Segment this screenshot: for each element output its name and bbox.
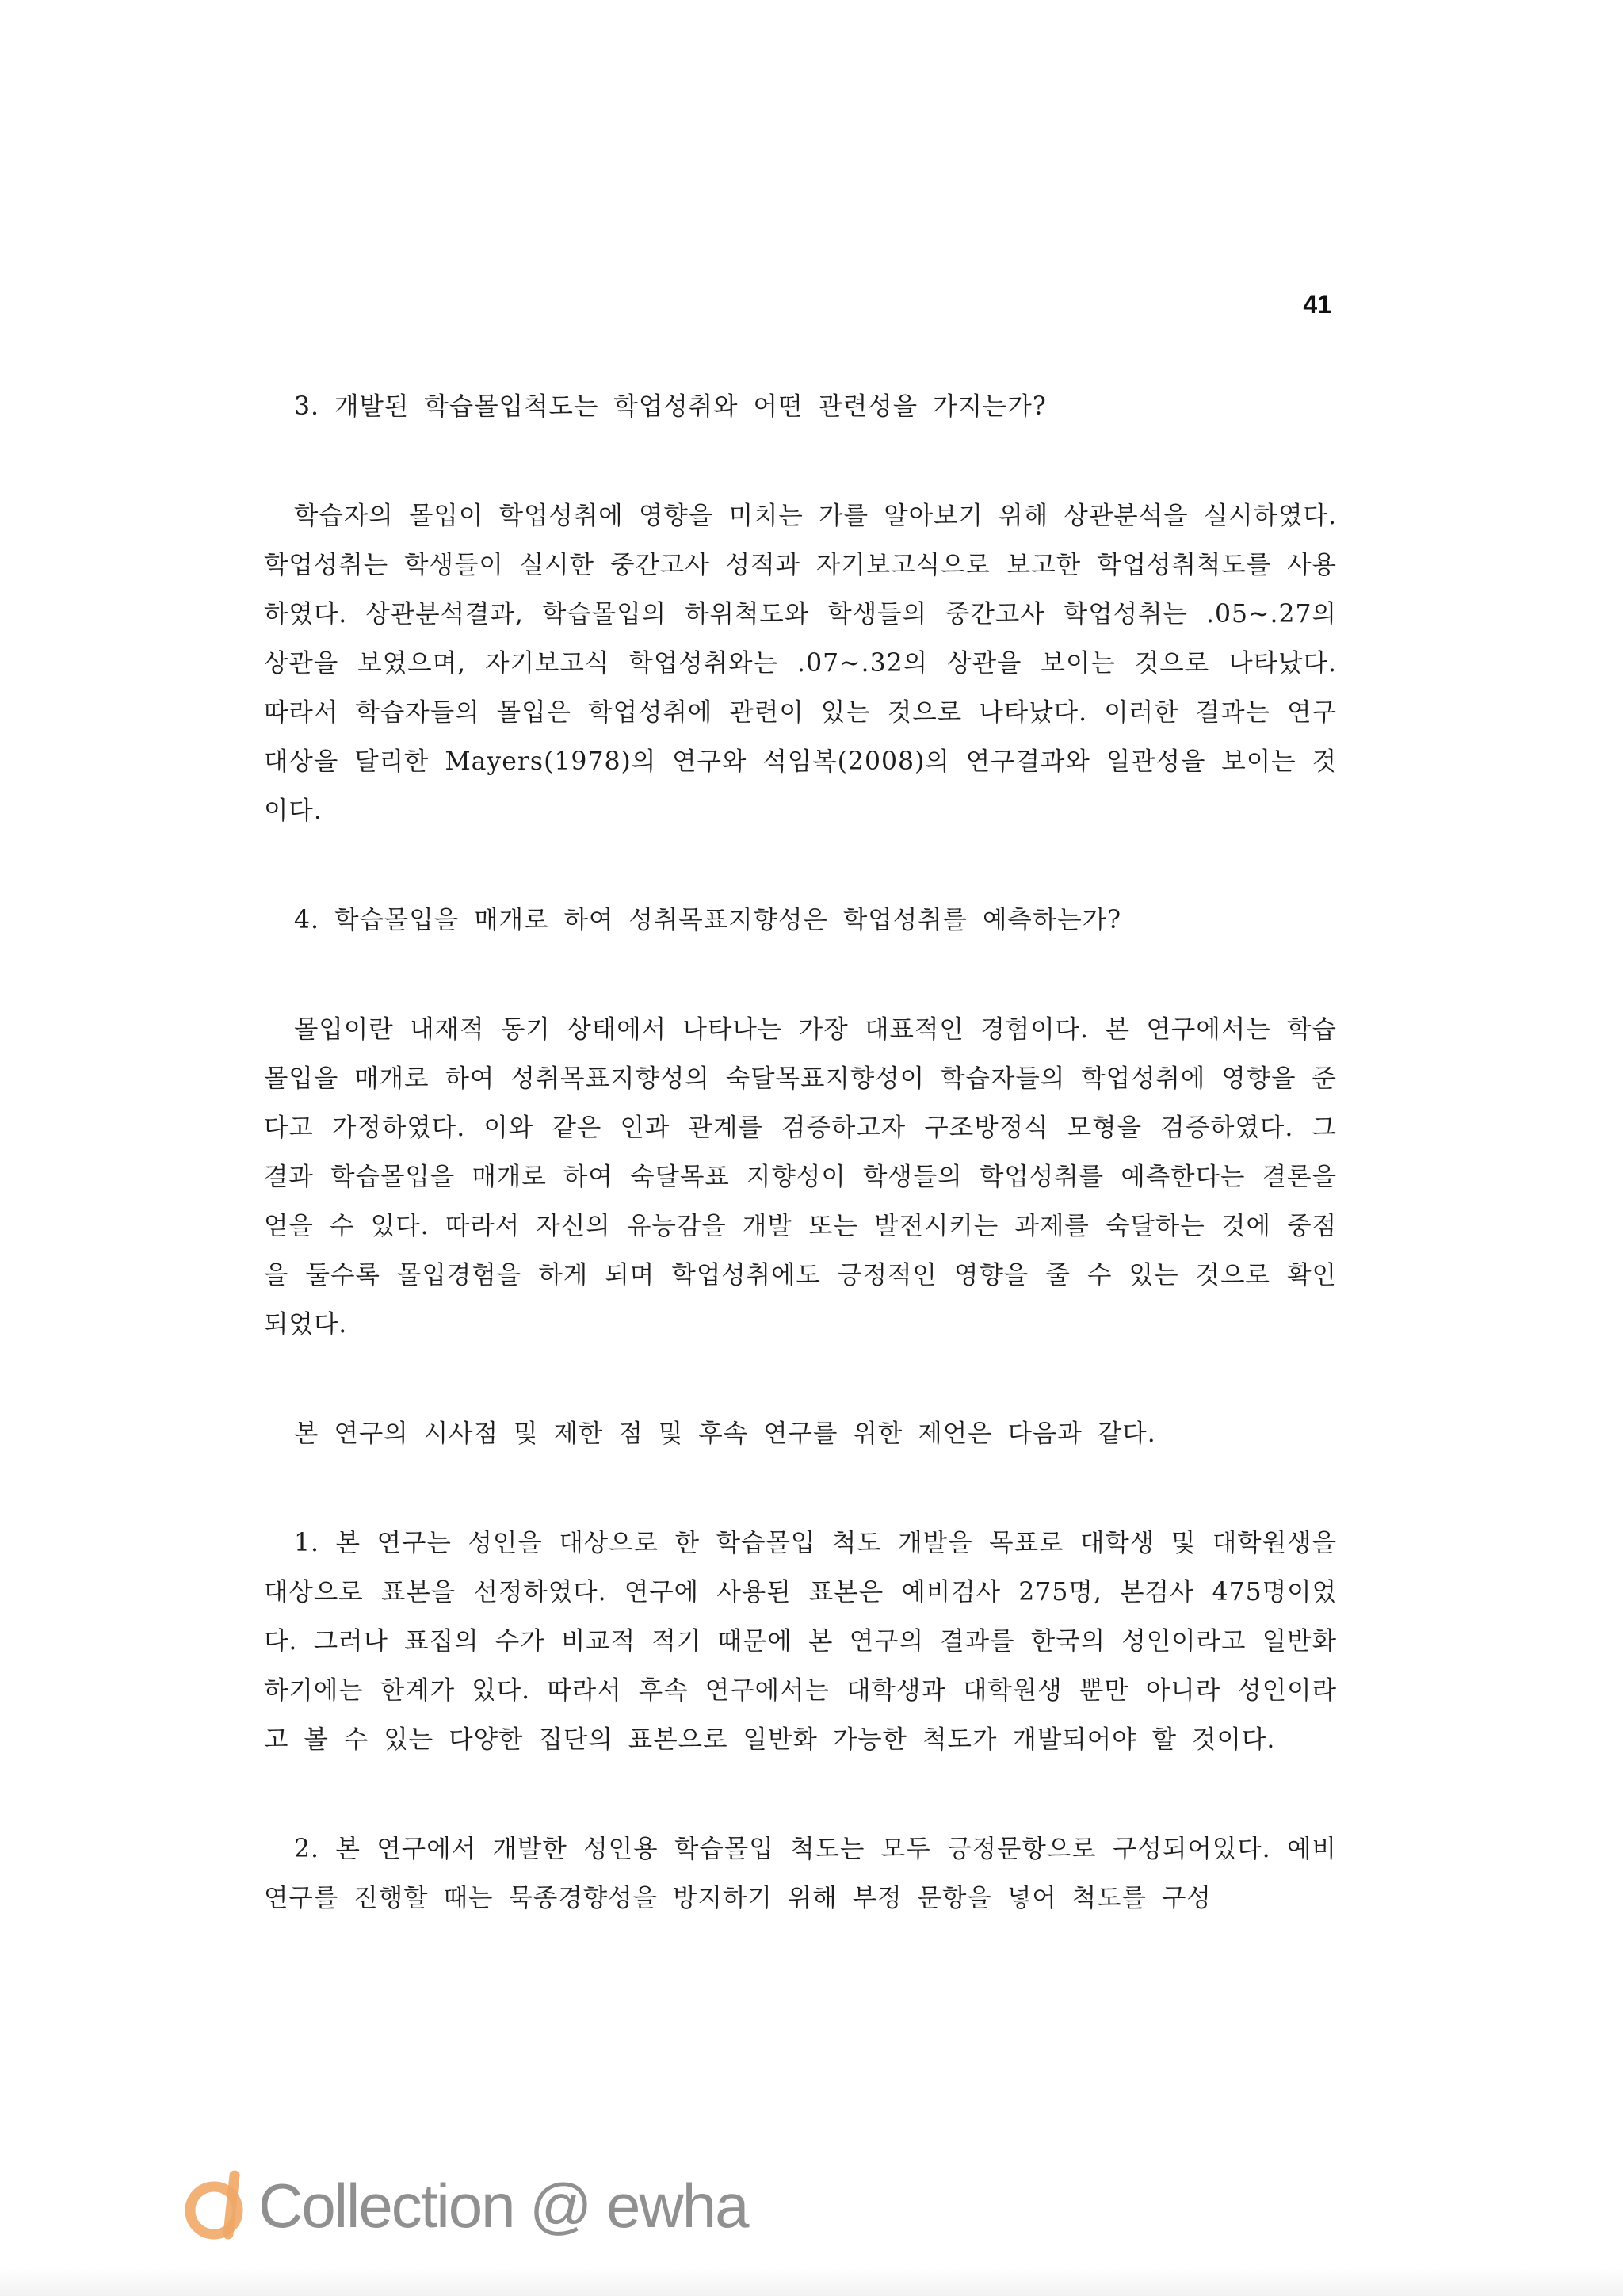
page-bottom-shade <box>0 2268 1623 2296</box>
page-number: 41 <box>1303 290 1331 319</box>
limitation-2-paragraph: 2. 본 연구에서 개발한 성인용 학습몰입 척도는 모두 긍정문항으로 구성되어있다. 예비연구를 진행할 때는 묵종경향성을 방지하기 위해 부정 문항을 넣어 척도를 구성 <box>264 1835 1337 1912</box>
question-3-heading: 3. 개발된 학습몰입척도는 학업성취와 어떤 관련성을 가지는가? <box>294 392 1047 421</box>
dcollection-logo-icon <box>182 2169 255 2242</box>
dcollection-logo <box>182 2166 748 2245</box>
limitations-intro: 본 연구의 시사점 및 제한 점 및 후속 연구를 위한 제언은 다음과 같다. <box>294 1419 1156 1448</box>
page-content <box>264 382 1337 1923</box>
question-4-heading: 4. 학습몰입을 매개로 하여 성취목표지향성은 학업성취를 예측하는가? <box>294 906 1122 934</box>
question-3-paragraph: 학습자의 몰입이 학업성취에 영향을 미치는 가를 알아보기 위해 상관분석을 실시하였다. 학업성취는 학생들이 실시한 중간고사 성적과 자기보고식으로 보고한 학업성취척도를 사용하였다. 상관분석결과, 학습몰입의 하위척도와 학생들의 중간고사 학업성취는 .05~.27의 상관을 보였으며, 자기보고식 학업성취와는 .07~.32의 상관을 보이는 것으로 나타났다. 따라서 학습자들의 몰입은 학업성취에 관련이 있는 것으로 나타났다. 이러한 결과는 연구대상을 달리한 Mayers(1978)의 연구와 석임복(2008)의 연구결과와 일관성을 보이는 것이다. <box>264 502 1337 825</box>
limitation-1-paragraph: 1. 본 연구는 성인을 대상으로 한 학습몰입 척도 개발을 목표로 대학생 및 대학원생을 대상으로 표본을 선정하였다. 연구에 사용된 표본은 예비검사 275명, 본검사 475명이었다. 그러나 표집의 수가 비교적 적기 때문에 본 연구의 결과를 한국의 성인이라고 일반화하기에는 한계가 있다. 따라서 후속 연구에서는 대학생과 대학원생 뿐만 아니라 성인이라고 볼 수 있는 다양한 집단의 표본으로 일반화 가능한 척도가 개발되어야 할 것이다. <box>264 1529 1337 1754</box>
logo-text: Collection @ ewha <box>258 2170 748 2241</box>
question-4-paragraph: 몰입이란 내재적 동기 상태에서 나타나는 가장 대표적인 경험이다. 본 연구에서는 학습몰입을 매개로 하여 성취목표지향성의 숙달목표지향성이 학습자들의 학업성취에 영향을 준다고 가정하였다. 이와 같은 인과 관계를 검증하고자 구조방정식 모형을 검증하였다. 그 결과 학습몰입을 매개로 하여 숙달목표 지향성이 학생들의 학업성취를 예측한다는 결론을 얻을 수 있다. 따라서 자신의 유능감을 개발 또는 발전시키는 과제를 숙달하는 것에 중점을 둘수록 몰입경험을 하게 되며 학업성취에도 긍정적인 영향을 줄 수 있는 것으로 확인되었다. <box>264 1015 1337 1339</box>
